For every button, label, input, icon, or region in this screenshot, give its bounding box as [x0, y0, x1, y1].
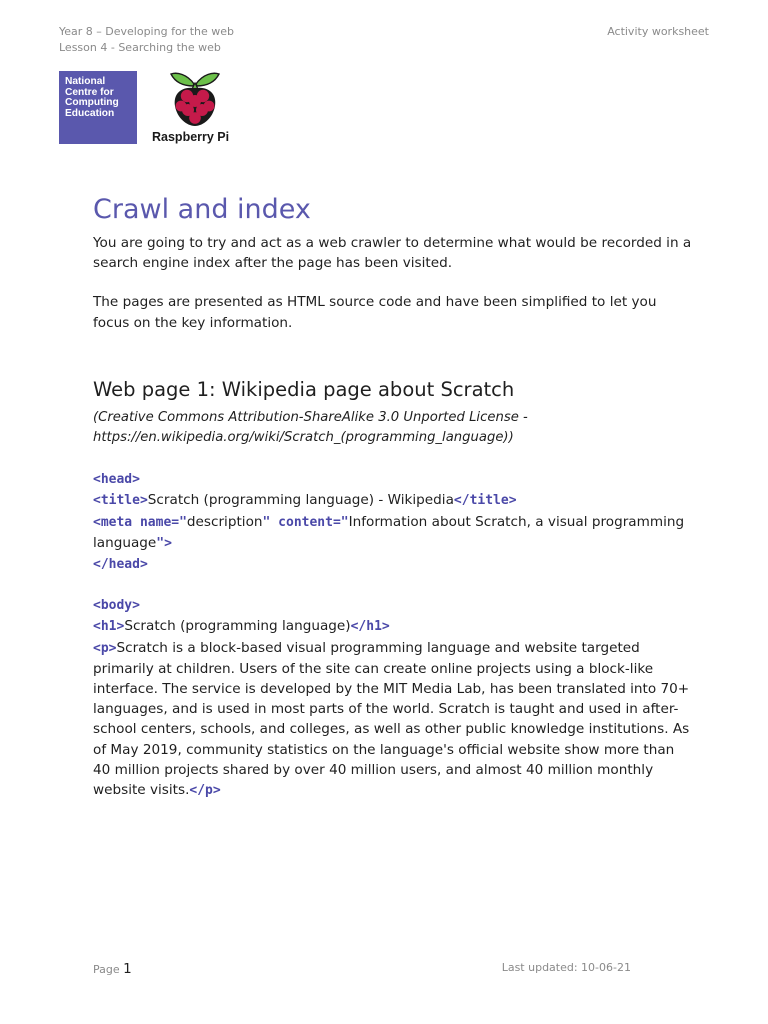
worksheet-type: Activity worksheet [607, 25, 709, 38]
code-line [93, 469, 693, 490]
raspberry-pi-logo [152, 70, 238, 146]
ncce-logo [59, 71, 137, 144]
last-updated: Last updated: 10-06-21 [501, 961, 631, 974]
intro-paragraph: You are going to try and act as a web crawler to determine what would be recorded in a search engine index after the page has been visited. [93, 235, 692, 272]
code-text: Scratch (programming language) - Wikipedia [147, 492, 454, 509]
page-number-value: 1 [123, 961, 132, 977]
intro-paragraph-2: The pages are presented as HTML source code and have been simplified to let you focus on the key information. [93, 294, 657, 331]
code-head-block [93, 469, 693, 575]
code-line [93, 554, 693, 575]
code-tag: <head> [93, 472, 140, 488]
code-line [93, 638, 693, 802]
code-tag: "> [156, 535, 172, 551]
raspberry-pi-label: Raspberry Pi [152, 130, 230, 144]
code-tag: </head> [93, 557, 148, 573]
page-number [93, 961, 132, 977]
code-tag: </h1> [350, 619, 390, 635]
code-tag: </p> [189, 783, 221, 799]
code-text: Scratch is a block-based visual programming language and website targeted primarily at children. Users of the site can create online projects using a block-like interface. The service is developed by the MIT Media Lab, has been translated into 70+ languages, and is used in most parts of the world. Scratch is taught and used in after-school centers, schools, and colleges, as well as other public knowledge institutions. As of May 2019, community statistics on the language's official website show more than 40 million projects shared by over 40 million users, and almost 40 million monthly website visits. [93, 639, 690, 799]
worksheet-body [93, 193, 693, 821]
code-text: Scratch (programming language) [124, 618, 351, 635]
code-text: description [186, 513, 263, 530]
raspberry-icon [167, 70, 223, 128]
code-tag: <p> [93, 640, 117, 656]
page-title: Crawl and index [93, 194, 311, 225]
page-label: Page [93, 963, 120, 976]
code-text: Information about Scratch, a visual programming language [93, 513, 685, 551]
code-line [93, 595, 693, 616]
ncce-logo-line: Centre for [65, 86, 114, 98]
code-tag: <title> [93, 493, 148, 509]
lesson-title: Lesson 4 - Searching the web [59, 40, 221, 54]
code-line [93, 616, 693, 637]
code-tag: <meta name=" [93, 514, 187, 530]
ncce-logo-line: National [65, 76, 106, 87]
course-title: Year 8 – Developing for the web [59, 25, 234, 38]
code-line [93, 490, 693, 511]
section-title: Web page 1: Wikipedia page about Scratch [93, 377, 515, 401]
code-line [93, 512, 693, 554]
code-body-block [93, 595, 693, 801]
ncce-logo-line: Computing [65, 97, 119, 108]
ncce-logo-line: Education [65, 107, 115, 119]
page-header-left [59, 24, 234, 55]
code-tag: " content=" [262, 514, 349, 530]
license-note: (Creative Commons Attribution-ShareAlike 3.0 Unported License - https://en.wikipedia.org/wiki/Scratch_(programming_language)) [93, 409, 528, 446]
code-tag: <body> [93, 598, 140, 614]
code-tag: <h1> [93, 619, 125, 635]
code-tag: </title> [453, 493, 517, 509]
